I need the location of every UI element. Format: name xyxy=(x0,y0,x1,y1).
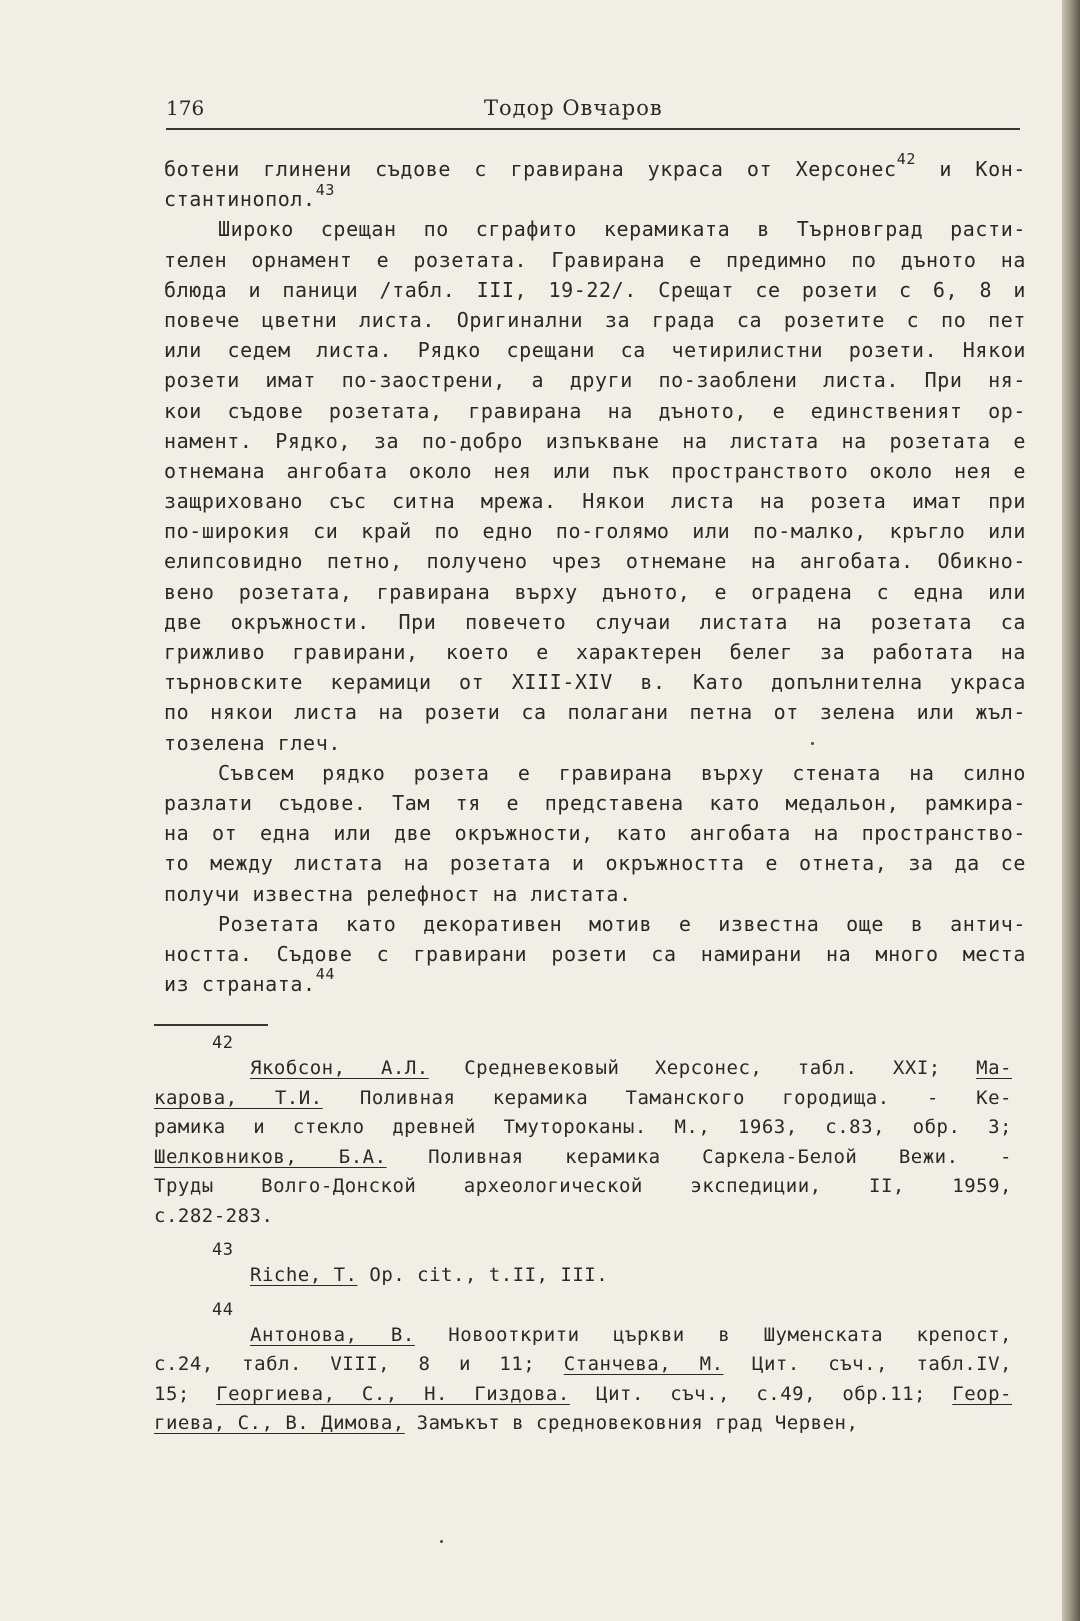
text-segment: по-широкия си край по едно по-голямо или по-малко, кръгло или xyxy=(164,519,1026,544)
footnote-number: 42 xyxy=(212,1033,234,1053)
text-segment: елипсовидно петно, получено чрез отнемане на ангобата. Обикно- xyxy=(164,549,1026,574)
text-line xyxy=(164,939,1026,969)
text-line xyxy=(164,577,1026,607)
author-name: Георгиева, С., Н. Гиздова. xyxy=(216,1382,570,1405)
speck xyxy=(440,1540,443,1543)
citation-text: Цит. съч., табл.IV, xyxy=(723,1353,1012,1375)
author-name: Антонова, В. xyxy=(250,1323,415,1346)
author-name: Геор- xyxy=(952,1382,1012,1405)
text-segment: кои съдове розетата, гравирана на дъното, е единственият ор- xyxy=(164,398,1026,423)
footnote xyxy=(154,1239,1012,1291)
text-segment: търновските керамици от XIII-XIV в. Като допълнителна украса xyxy=(164,670,1026,695)
author-name: Якобсон, А.Л. xyxy=(250,1057,429,1079)
text-line xyxy=(164,365,1026,395)
text-segment: повече цветни листа. Оригинални за града са розетите с по пет xyxy=(164,307,1026,332)
author-name: гиева, С., В. Димова, xyxy=(154,1412,405,1434)
text-segment: намент. Рядко, за по-добро изпъкване на листата на розетата е xyxy=(164,428,1026,453)
text-segment: и Кон- xyxy=(915,157,1026,181)
footnote-line xyxy=(154,1113,1012,1143)
page-header xyxy=(166,92,1020,130)
text-segment: по някои листа на розети са полагани петна от зелена или жъл- xyxy=(164,700,1026,725)
footnote-line xyxy=(154,1143,1012,1173)
citation-text: Поливная керамика Саркела-Белой Вежи. - xyxy=(386,1145,1012,1168)
text-line xyxy=(164,909,1026,939)
text-line xyxy=(164,879,1026,909)
text-segment: или седем листа. Рядко срещани са четирилистни розети. Някои xyxy=(164,338,1026,363)
author-name: Ма- xyxy=(976,1057,1012,1079)
footnote-line xyxy=(154,1321,1012,1351)
page-edge-shadow xyxy=(1062,0,1080,1621)
text-segment: то между листата на розетата и окръжността е отнета, за да се xyxy=(164,851,1026,876)
text-line xyxy=(164,150,1026,184)
text-line xyxy=(164,305,1026,335)
text-line xyxy=(164,607,1026,637)
text-segment: разлати съдове. Там тя е представена като медальон, рамкира- xyxy=(164,790,1026,815)
text-segment: Широко срещан по сграфито керамиката в Търновград расти- xyxy=(218,217,1026,242)
text-line xyxy=(164,848,1026,878)
text-line xyxy=(164,697,1026,727)
text-line xyxy=(164,180,1026,214)
text-line xyxy=(164,214,1026,244)
text-segment: розети имат по-заострени, а други по-заоблени листа. При ня- xyxy=(164,368,1026,393)
citation-text: с.282-283. xyxy=(154,1204,274,1227)
text-segment: из страната. xyxy=(164,972,316,997)
speck xyxy=(811,742,814,745)
author-name: Станчева, М. xyxy=(563,1353,724,1375)
citation-text: Замъкът в средновековния град Червен, xyxy=(404,1412,859,1434)
text-line xyxy=(164,965,1026,999)
text-line xyxy=(164,788,1026,818)
author-name: Шелковников, Б.А. xyxy=(154,1145,387,1168)
text-segment: получи известна релефност на листата. xyxy=(164,881,632,906)
text-line xyxy=(164,667,1026,697)
text-line xyxy=(164,516,1026,546)
footnote-number: 44 xyxy=(212,1299,234,1320)
text-segment: грижливо гравирани, което е характерен белег за работата на xyxy=(164,640,1026,664)
text-line xyxy=(164,396,1026,426)
footnotes xyxy=(154,1032,1012,1447)
footnote-line xyxy=(154,1380,1012,1410)
citation-text: рамика и стекло древней Тмутороканы. М., 1963, с.83, обр. 3; xyxy=(154,1116,1012,1138)
text-line xyxy=(164,818,1026,848)
text-line xyxy=(164,728,1026,758)
text-line xyxy=(164,486,1026,516)
text-line xyxy=(164,426,1026,456)
footnote-line xyxy=(154,1409,1012,1439)
footnote-line xyxy=(154,1172,1012,1202)
text-line xyxy=(164,245,1026,275)
footnote-line xyxy=(154,1261,1012,1291)
text-line xyxy=(164,335,1026,365)
text-segment: ността. Съдове с гравирани розети са намирани на много места xyxy=(164,941,1026,966)
text-segment: две окръжности. При повечето случаи листата на розетата са xyxy=(164,609,1026,634)
citation-text: с.24, табл. VIII, 8 и 11; xyxy=(154,1353,564,1375)
citation-text: 15; xyxy=(154,1382,217,1405)
body-text xyxy=(164,150,1026,999)
footnote-number: 43 xyxy=(212,1240,234,1260)
running-title: Тодор Овчаров xyxy=(484,96,663,120)
text-segment: на от една или две окръжности, като ангобата на пространство- xyxy=(164,821,1026,846)
text-line xyxy=(164,637,1026,667)
citation-text: Средневековый Херсонес, табл. XXI; xyxy=(428,1057,977,1079)
citation-text: Новооткрити църкви в Шуменската крепост, xyxy=(414,1323,1012,1346)
footnote-line xyxy=(154,1202,1012,1232)
footnote-reference: 42 xyxy=(896,150,916,169)
footnote xyxy=(154,1299,1012,1439)
text-segment: Съвсем рядко розета е гравирана върху стената на силно xyxy=(218,760,1026,785)
author-name: карова, Т.И. xyxy=(154,1086,323,1109)
text-segment: отнемана ангобата около нея или пък пространството около нея е xyxy=(164,458,1026,483)
text-line xyxy=(164,456,1026,486)
citation-text: Труды Волго-Донской археологической экспедиции, II, 1959, xyxy=(154,1175,1012,1197)
footnote-reference: 43 xyxy=(315,180,335,199)
footnote xyxy=(154,1032,1012,1231)
citation-text: Цит. съч., с.49, обр.11; xyxy=(569,1382,953,1405)
footnote-line xyxy=(154,1350,1012,1380)
footnote-line xyxy=(154,1054,1012,1084)
text-segment: телен орнамент е розетата. Гравирана е предимно по дъното на xyxy=(164,247,1026,272)
text-segment: блюда и паници /табл. III, 19-22/. Срещат се розети с 6, 8 и xyxy=(164,277,1026,302)
text-segment: Розетата като декоративен мотив е известна още в антич- xyxy=(218,911,1026,936)
text-line xyxy=(164,546,1026,576)
text-segment: тозелена глеч. xyxy=(164,730,341,755)
footnote-line xyxy=(154,1084,1012,1114)
text-segment: ботени глинени съдове с гравирана украса от Херсонес xyxy=(164,157,897,181)
text-line xyxy=(164,275,1026,305)
citation-text: Op. cit., t.II, III. xyxy=(357,1264,609,1286)
text-segment: стантинопол. xyxy=(164,187,316,212)
footnote-separator xyxy=(154,1024,268,1026)
author-name: Riche, T. xyxy=(250,1264,358,1286)
footnote-reference: 44 xyxy=(315,965,335,984)
text-segment: защриховано със ситна мрежа. Някои листа на розета имат при xyxy=(164,489,1026,514)
text-line xyxy=(164,758,1026,788)
text-segment: вено розетата, гравирана върху дъното, е оградена с една или xyxy=(164,579,1026,604)
page-number: 176 xyxy=(166,96,205,120)
citation-text: Поливная керамика Таманского городища. - Ке- xyxy=(322,1086,1012,1109)
